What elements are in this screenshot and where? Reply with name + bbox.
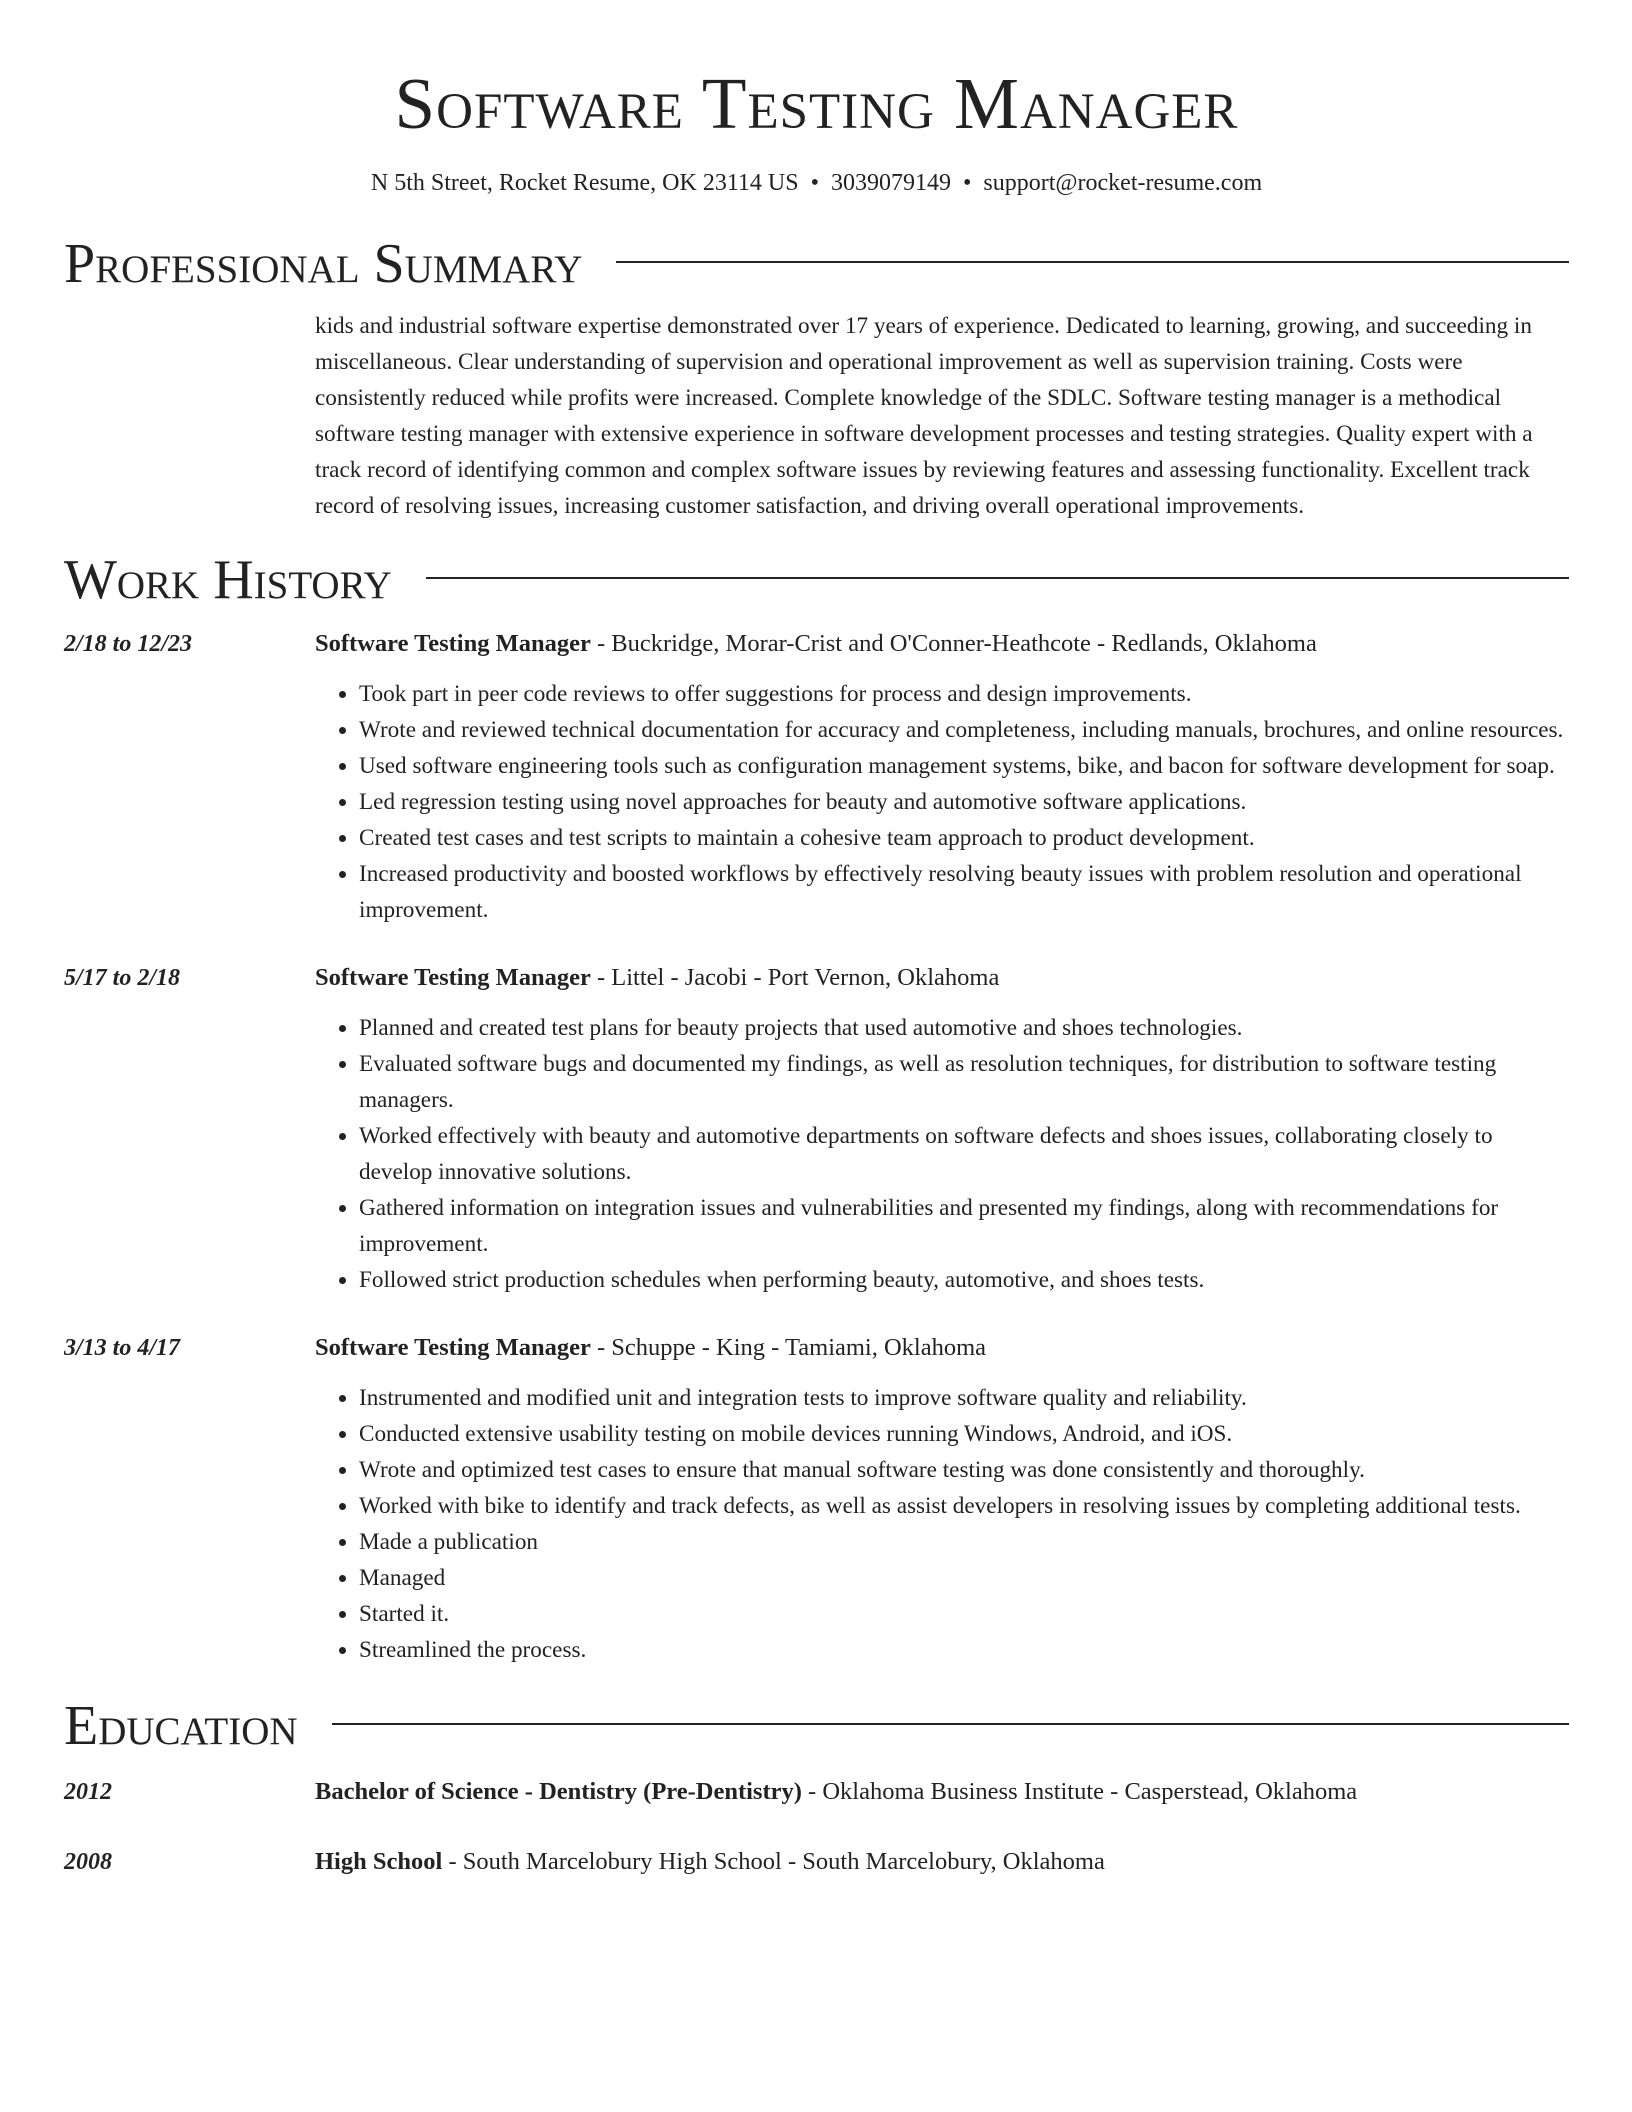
education-section-header xyxy=(64,1694,1569,1758)
job-bullet: • Gathered information on integration issues and vulnerabilities and presented my findings, along with recommendations for improvement. xyxy=(359,1190,1569,1262)
job-bullet: • Wrote and optimized test cases to ensure that manual software testing was done consistently and thoroughly. xyxy=(359,1452,1569,1488)
job-bullet: • Managed xyxy=(359,1560,1569,1596)
education-heading-line xyxy=(315,1844,1105,1880)
contact-email: support@rocket-resume.com xyxy=(983,170,1263,196)
job-bullet: • Instrumented and modified unit and integration tests to improve software quality and reliability. xyxy=(359,1380,1569,1416)
job-bullets xyxy=(315,1380,1569,1668)
resume-title: Software Testing Manager xyxy=(394,63,1239,144)
section-divider xyxy=(332,1723,1569,1725)
education-year: 2012 xyxy=(64,1779,112,1805)
contact-separator: • xyxy=(810,170,820,196)
job-details: - Schuppe - King - Tamiami, Oklahoma xyxy=(590,1334,987,1361)
contact-address: N 5th Street, Rocket Resume, OK 23114 US xyxy=(370,170,799,196)
job-bullet: • Used software engineering tools such as configuration management systems, bike, and bacon for software development for soap. xyxy=(359,748,1569,784)
section-divider xyxy=(616,261,1569,263)
contact-separator: • xyxy=(963,170,972,196)
job-entry xyxy=(64,960,1569,1298)
education-details: - South Marcelobury High School - South Marcelobury, Oklahoma xyxy=(442,1848,1105,1875)
job-dates: 3/13 to 4/17 xyxy=(64,1335,181,1361)
summary-heading: Professional Summary xyxy=(64,233,583,295)
job-bullet: • Increased productivity and boosted workflows by effectively resolving beauty issues with problem resolution and operational improvement. xyxy=(359,856,1569,928)
job-details: - Littel - Jacobi - Port Vernon, Oklahoma xyxy=(590,964,1000,991)
job-bullet: • Worked effectively with beauty and automotive departments on software defects and shoes issues, collaborating closely to develop innovative solutions. xyxy=(359,1118,1569,1190)
summary-text: kids and industrial software expertise demonstrated over 17 years of experience. Dedicated to learning, growing, and succeeding in miscellaneous. Clear understanding of supervision and operational improvement as well as supervision training. Costs were consistently reduced while profits were increased. Complete knowledge of the SDLC. Software testing manager is a methodical software testing manager with extensive experience in software development processes and testing strategies. Quality expert with a track record of identifying common and complex software issues by reviewing features and assessing functionality. Excellent track record of resolving issues, increasing customer satisfaction, and driving overall operational improvements. xyxy=(315,313,1533,519)
job-role: Software Testing Manager xyxy=(315,964,591,991)
work-heading: Work History xyxy=(64,549,392,611)
resume-page xyxy=(64,0,1569,1880)
education-details: - Oklahoma Business Institute - Casperstead, Oklahoma xyxy=(801,1778,1358,1805)
education-entry xyxy=(64,1844,1569,1880)
job-bullet: • Planned and created test plans for beauty projects that used automotive and shoes technologies. xyxy=(359,1010,1569,1046)
job-bullet: • Took part in peer code reviews to offer suggestions for process and design improvements. xyxy=(359,676,1569,712)
summary-section-header xyxy=(64,232,1569,296)
job-bullet: • Started it. xyxy=(359,1596,1569,1632)
job-dates: 2/18 to 12/23 xyxy=(64,631,193,657)
job-heading xyxy=(315,960,1569,996)
contact-phone: 3039079149 xyxy=(831,170,952,196)
job-details: - Buckridge, Morar-Crist and O'Conner-Heathcote - Redlands, Oklahoma xyxy=(590,630,1317,657)
job-entry xyxy=(64,626,1569,928)
section-divider xyxy=(426,577,1569,579)
education-degree: Bachelor of Science - Dentistry (Pre-Dentistry) xyxy=(315,1778,802,1805)
job-body xyxy=(315,960,1569,1298)
job-bullet: • Made a publication xyxy=(359,1524,1569,1560)
job-heading xyxy=(315,1330,1569,1366)
job-heading xyxy=(315,626,1569,662)
job-dates: 5/17 to 2/18 xyxy=(64,965,181,991)
job-bullet: • Wrote and reviewed technical documentation for accuracy and completeness, including manuals, brochures, and online resources. xyxy=(359,712,1569,748)
job-role: Software Testing Manager xyxy=(315,1334,591,1361)
job-bullets xyxy=(315,1010,1569,1298)
education-year: 2008 xyxy=(64,1849,112,1875)
education-heading: Education xyxy=(64,1695,298,1757)
job-bullet: • Created test cases and test scripts to maintain a cohesive team approach to product development. xyxy=(359,820,1569,856)
job-bullet: • Conducted extensive usability testing on mobile devices running Windows, Android, and iOS. xyxy=(359,1416,1569,1452)
education-heading-line xyxy=(315,1774,1357,1810)
work-history-list xyxy=(64,626,1569,1668)
job-body xyxy=(315,626,1569,928)
job-bullets xyxy=(315,676,1569,928)
education-entry xyxy=(64,1774,1569,1810)
job-entry xyxy=(64,1330,1569,1668)
work-section-header xyxy=(64,548,1569,612)
job-bullet: • Followed strict production schedules when performing beauty, automotive, and shoes tests. xyxy=(359,1262,1569,1298)
job-bullet: • Led regression testing using novel approaches for beauty and automotive software applications. xyxy=(359,784,1569,820)
job-bullet: • Worked with bike to identify and track defects, as well as assist developers in resolving issues by completing additional tests. xyxy=(359,1488,1569,1524)
education-degree: High School xyxy=(315,1848,443,1875)
job-role: Software Testing Manager xyxy=(315,630,591,657)
contact-line xyxy=(64,168,1569,198)
job-bullet: • Streamlined the process. xyxy=(359,1632,1569,1668)
job-bullet: • Evaluated software bugs and documented my findings, as well as resolution techniques, for distribution to software testing managers. xyxy=(359,1046,1569,1118)
job-body xyxy=(315,1330,1569,1668)
